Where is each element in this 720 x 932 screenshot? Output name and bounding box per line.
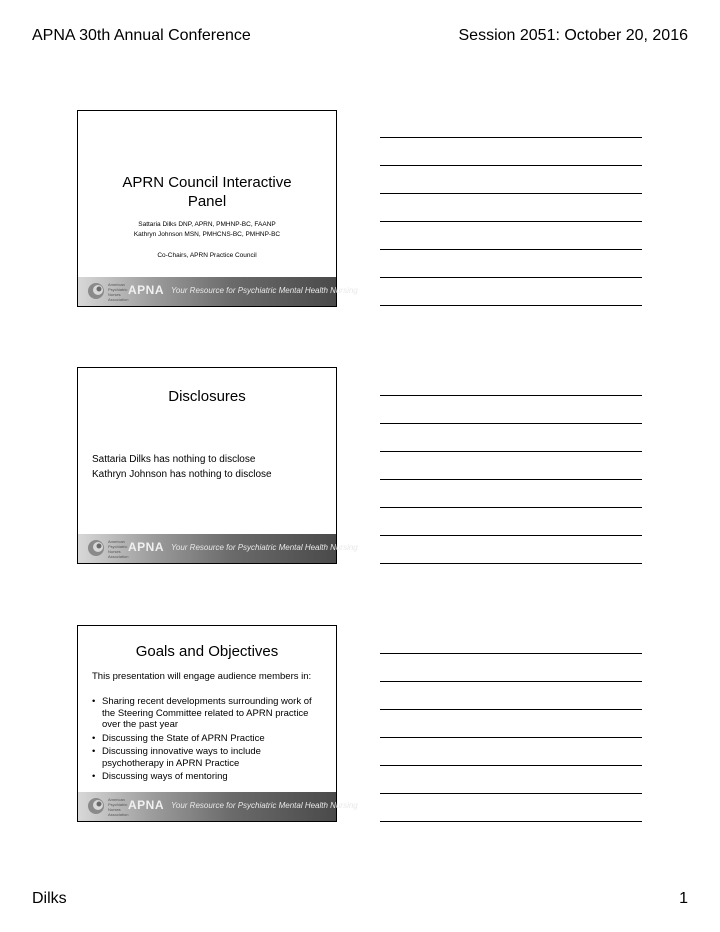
note-line — [380, 765, 642, 766]
banner-brand: APNA — [128, 540, 165, 554]
disclosure-line: Sattaria Dilks has nothing to disclose — [92, 454, 256, 465]
apna-logo-icon — [86, 796, 106, 816]
banner-brand: APNA — [128, 283, 165, 297]
apna-banner — [78, 792, 358, 821]
note-line — [380, 737, 642, 738]
note-line — [380, 653, 642, 654]
note-line — [380, 249, 642, 250]
slide-title: APRN Council Interactive Panel — [122, 174, 292, 210]
list-item: • Discussing innovative ways to include psychotherapy in APRN Practice — [92, 746, 324, 769]
list-item: • Discussing the State of APRN Practice — [92, 733, 324, 745]
list-item: • Sharing recent developments surrounding work of the Steering Committee related to APRN practice over the past year — [92, 696, 324, 731]
slide-content — [78, 626, 336, 792]
note-line — [380, 137, 642, 138]
note-line — [380, 793, 642, 794]
note-line — [380, 681, 642, 682]
note-line — [380, 423, 642, 424]
note-line — [380, 479, 642, 480]
slide-title: Disclosures — [168, 388, 246, 405]
slide-thumbnail-3 — [77, 625, 358, 822]
note-line — [380, 277, 642, 278]
apna-logo-icon — [86, 538, 106, 558]
note-line — [380, 507, 642, 508]
slide-content — [78, 368, 336, 534]
slide-content — [78, 111, 336, 277]
note-line — [380, 451, 642, 452]
disclosure-line: Kathryn Johnson has nothing to disclose — [92, 469, 272, 480]
note-line — [380, 305, 642, 306]
note-line — [380, 821, 642, 822]
slide-thumbnail-1 — [77, 110, 358, 307]
disclosure-text — [92, 452, 272, 482]
note-line — [380, 193, 642, 194]
banner-tagline: Your Resource for Psychiatric Mental Health Nursing — [171, 801, 358, 810]
banner-tagline: Your Resource for Psychiatric Mental Health Nursing — [171, 543, 358, 552]
session-info: Session 2051: October 20, 2016 — [458, 27, 688, 44]
banner-tagline: Your Resource for Psychiatric Mental Health Nursing — [171, 286, 358, 295]
slide-title: Goals and Objectives — [135, 643, 279, 660]
note-line — [380, 535, 642, 536]
slide-intro: This presentation will engage audience members in: — [92, 671, 312, 682]
slide-thumbnail-2 — [77, 367, 358, 564]
note-line — [380, 709, 642, 710]
objectives-list — [92, 696, 324, 785]
footer-author: Dilks — [32, 890, 67, 907]
cochairs-line: Co-Chairs, APRN Practice Council — [157, 252, 257, 259]
logo-text: American Psychiatric Nurses Association — [108, 282, 129, 302]
note-line — [380, 563, 642, 564]
note-line — [380, 395, 642, 396]
page-number: 1 — [679, 890, 688, 907]
conference-name: APNA 30th Annual Conference — [32, 27, 251, 44]
note-line — [380, 221, 642, 222]
author-line: Kathryn Johnson MSN, PMHCNS-BC, PMHNP-BC — [133, 231, 281, 238]
apna-banner — [78, 277, 358, 306]
author-line: Sattaria Dilks DNP, APRN, PMHNP-BC, FAANP — [138, 221, 276, 228]
slide-authors — [78, 220, 336, 240]
note-line — [380, 165, 642, 166]
list-item: • Discussing ways of mentoring — [92, 771, 324, 783]
logo-text: American Psychiatric Nurses Association — [108, 539, 129, 559]
banner-brand: APNA — [128, 798, 165, 812]
logo-text: American Psychiatric Nurses Association — [108, 797, 129, 817]
apna-logo-icon — [86, 281, 106, 301]
apna-banner — [78, 534, 358, 563]
